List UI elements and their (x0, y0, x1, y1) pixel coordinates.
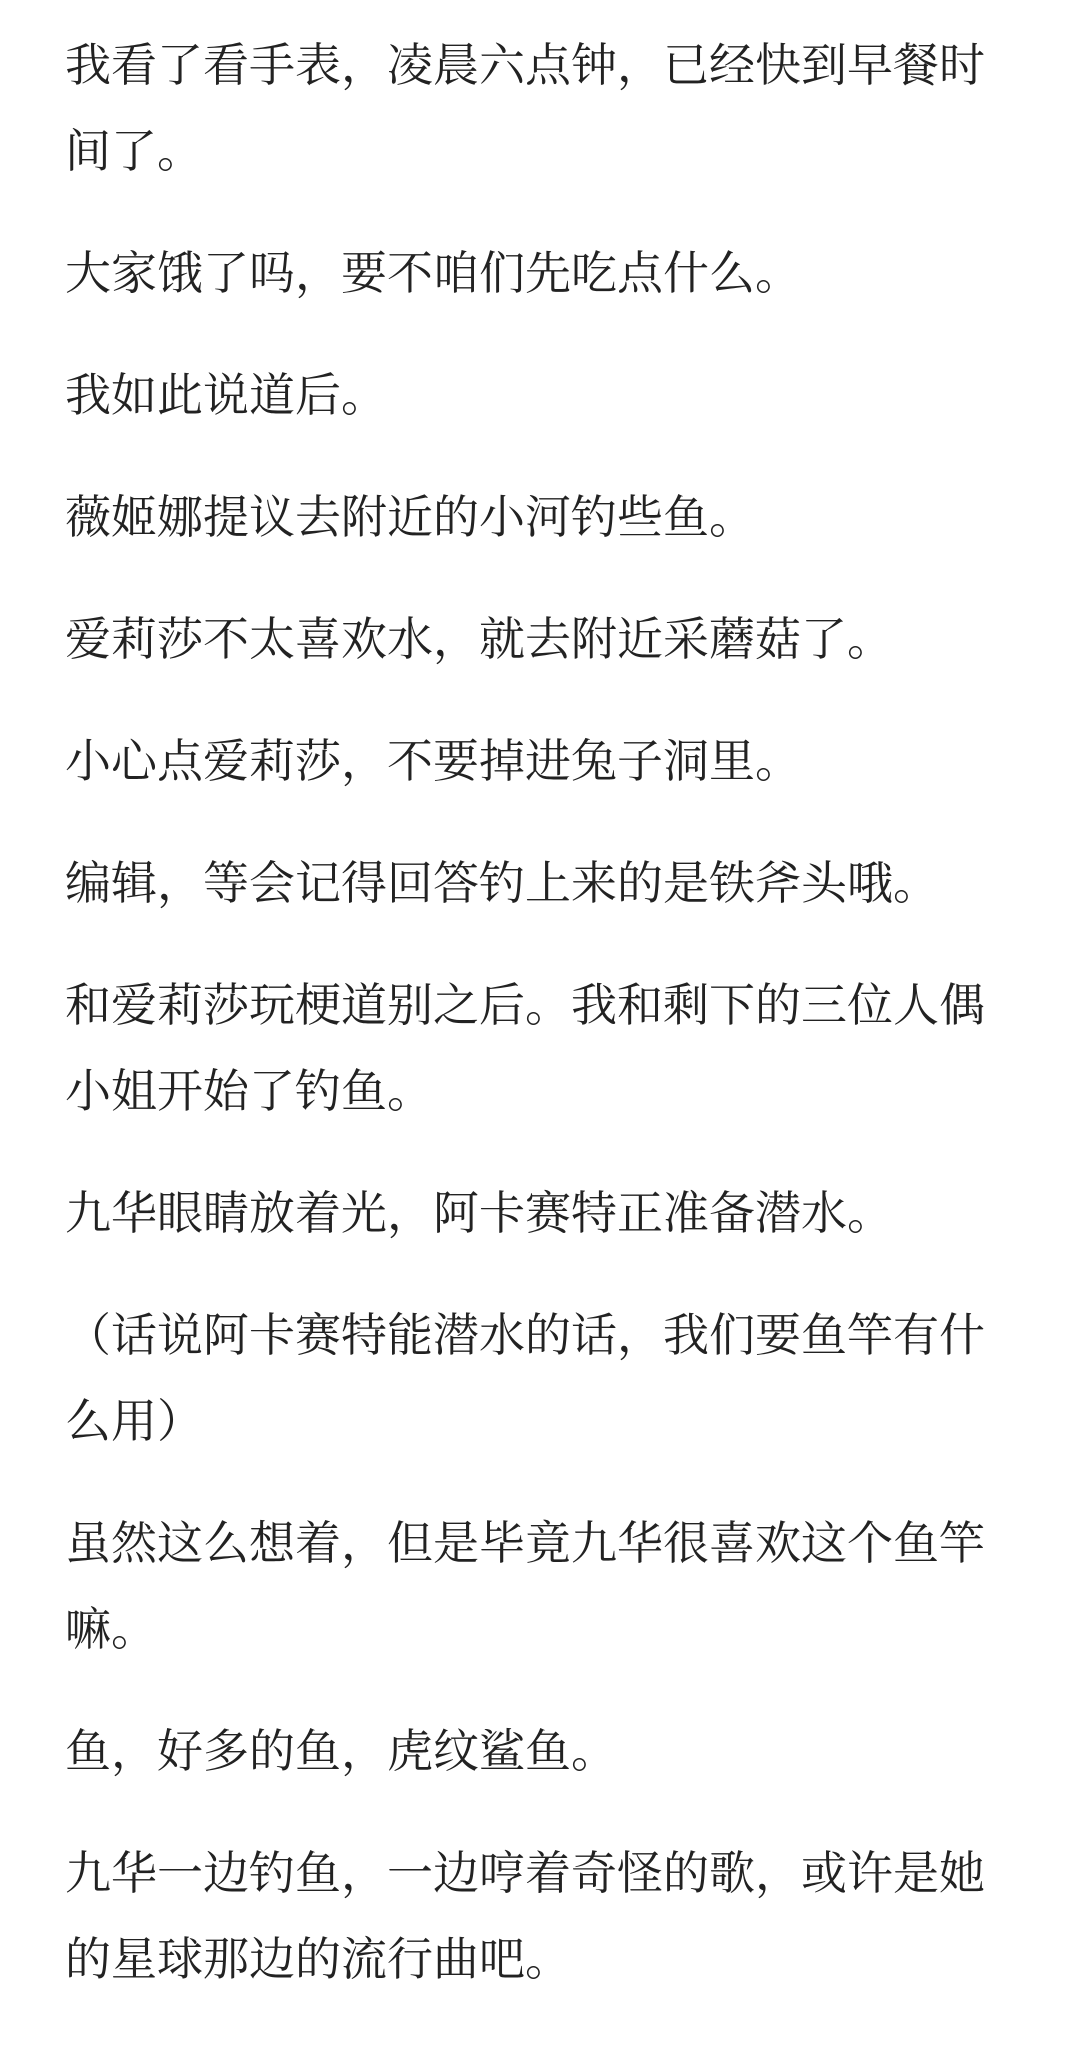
paragraph: 我如此说道后。 (65, 368, 387, 422)
article-body (65, 22, 1015, 2038)
paragraph: 爱莉莎不太喜欢水，就去附近采蘑菇了。 (65, 612, 893, 666)
paragraph: （话说阿卡赛特能潜水的话，我们要鱼竿有什么用） (65, 1308, 985, 1448)
paragraph: 我看了看手表，凌晨六点钟，已经快到早餐时间了。 (65, 38, 985, 178)
paragraph: 和爱莉莎玩梗道别之后。我和剩下的三位人偶小姐开始了钓鱼。 (65, 978, 985, 1118)
paragraph: 虽然这么想着，但是毕竟九华很喜欢这个鱼竿嘛。 (65, 1516, 985, 1656)
paragraph: 鱼，好多的鱼，虎纹鲨鱼。 (65, 1724, 617, 1778)
paragraph: 大家饿了吗，要不咱们先吃点什么。 (65, 246, 801, 300)
paragraph: 九华一边钓鱼，一边哼着奇怪的歌，或许是她的星球那边的流行曲吧。 (65, 1846, 985, 1986)
paragraph: 小心点爱莉莎，不要掉进兔子洞里。 (65, 734, 801, 788)
paragraph: 九华眼睛放着光，阿卡赛特正准备潜水。 (65, 1186, 893, 1240)
paragraph: 编辑，等会记得回答钓上来的是铁斧头哦。 (65, 856, 939, 910)
paragraph: 薇姬娜提议去附近的小河钓些鱼。 (65, 490, 755, 544)
